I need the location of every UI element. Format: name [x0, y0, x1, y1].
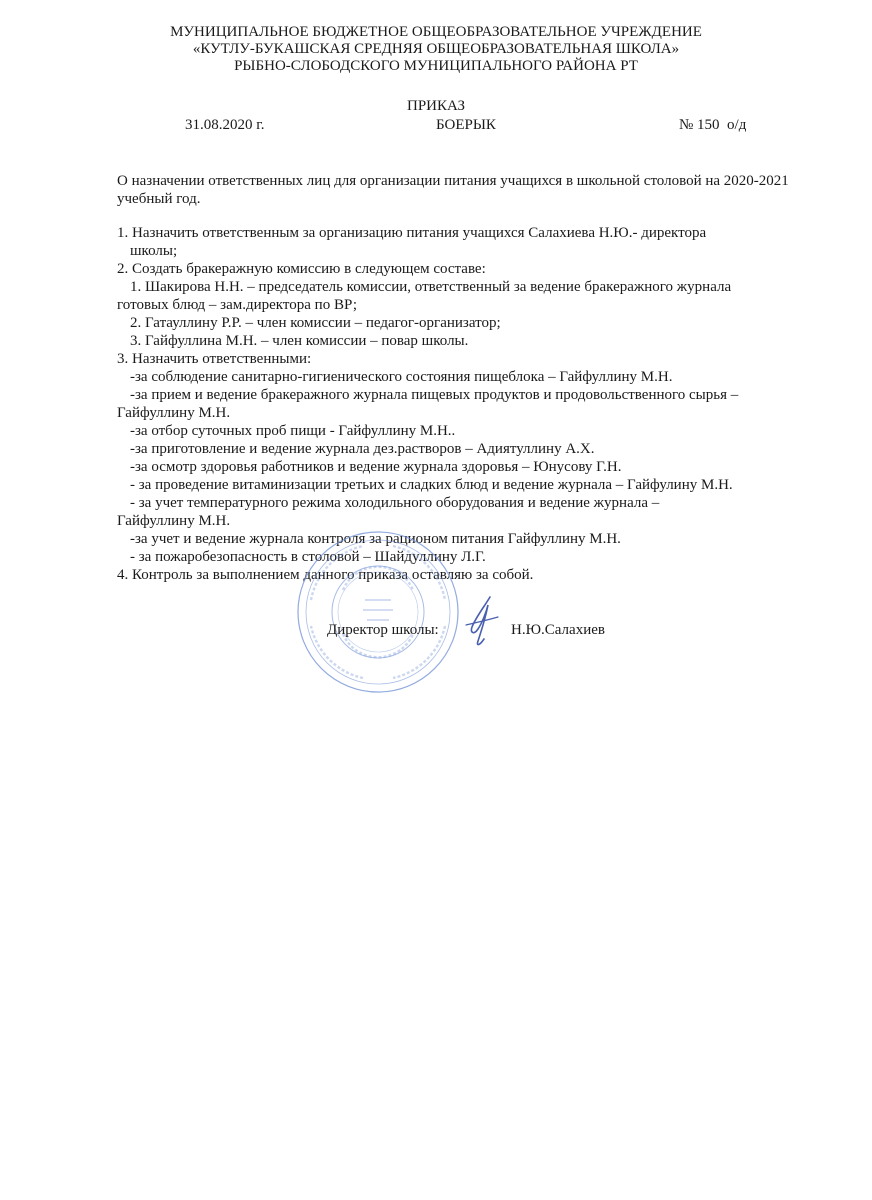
body-line: - за проведение витаминизации третьих и сладких блюд и ведение журнала – Гайфулину М.Н. — [130, 477, 733, 493]
body-line: -за осмотр здоровья работников и ведение журнала здоровья – Юнусову Г.Н. — [130, 459, 622, 475]
body-line: школы; — [130, 243, 178, 259]
body-line: -за отбор суточных проб пищи - Гайфуллину М.Н.. — [130, 423, 456, 439]
body-line: 1. Шакирова Н.Н. – председатель комиссии, ответственный за ведение бракеражного журнала — [130, 279, 732, 295]
body-line: 3. Гайфуллина М.Н. – член комиссии – повар школы. — [130, 333, 469, 349]
school-seal-stamp — [293, 530, 463, 695]
signature-name: Н.Ю.Салахиев — [511, 622, 605, 638]
body-line: - за пожаробезопасность в столовой – Шайдуллину Л.Г. — [130, 549, 486, 565]
body-line: 4. Контроль за выполнением данного приказа оставляю за собой. — [117, 567, 534, 583]
body-line: -за учет и ведение журнала контроля за рационом питания Гайфуллину М.Н. — [130, 531, 621, 547]
body-line: - за учет температурного режима холодильного оборудования и ведение журнала – — [130, 495, 660, 511]
header-line-1: МУНИЦИПАЛЬНОЕ БЮДЖЕТНОЕ ОБЩЕОБРАЗОВАТЕЛЬНОЕ УЧРЕЖДЕНИЕ — [170, 24, 702, 40]
signature-title: Директор школы: — [327, 622, 439, 638]
body-line: готовых блюд – зам.директора по ВР; — [117, 297, 358, 313]
body-line: 2. Создать бракеражную комиссию в следующем составе: — [117, 261, 486, 277]
body-line: -за соблюдение санитарно-гигиенического состояния пищеблока – Гайфуллину М.Н. — [130, 369, 673, 385]
header-line-3: РЫБНО-СЛОБОДСКОГО МУНИЦИПАЛЬНОГО РАЙОНА РТ — [234, 58, 638, 74]
body-line: Гайфуллину М.Н. — [117, 405, 231, 421]
order-subject: О назначении ответственных лиц для организации питания учащихся в школьной столовой на 2020-2021 учебный год. — [117, 173, 789, 207]
body-line: 1. Назначить ответственным за организацию питания учащихся Салахиева Н.Ю.- директора — [117, 225, 707, 241]
order-title: ПРИКАЗ — [407, 98, 465, 114]
body-line: -за прием и ведение бракеражного журнала пищевых продуктов и продовольственного сырья – — [130, 387, 739, 403]
order-place: БОЕРЫК — [436, 117, 496, 133]
body-line: Гайфуллину М.Н. — [117, 513, 231, 529]
order-date: 31.08.2020 г. — [185, 117, 265, 133]
order-number: № 150 о/д — [679, 117, 747, 133]
director-signature — [462, 595, 502, 650]
body-line: 2. Гатауллину Р.Р. – член комиссии – педагог-организатор; — [130, 315, 501, 331]
header-line-2: «КУТЛУ-БУКАШСКАЯ СРЕДНЯЯ ОБЩЕОБРАЗОВАТЕЛЬНАЯ ШКОЛА» — [192, 41, 680, 57]
body-line: -за приготовление и ведение журнала дез.растворов – Адиятуллину А.Х. — [130, 441, 595, 457]
body-line: 3. Назначить ответственными: — [117, 351, 312, 367]
institution-header — [0, 24, 872, 75]
